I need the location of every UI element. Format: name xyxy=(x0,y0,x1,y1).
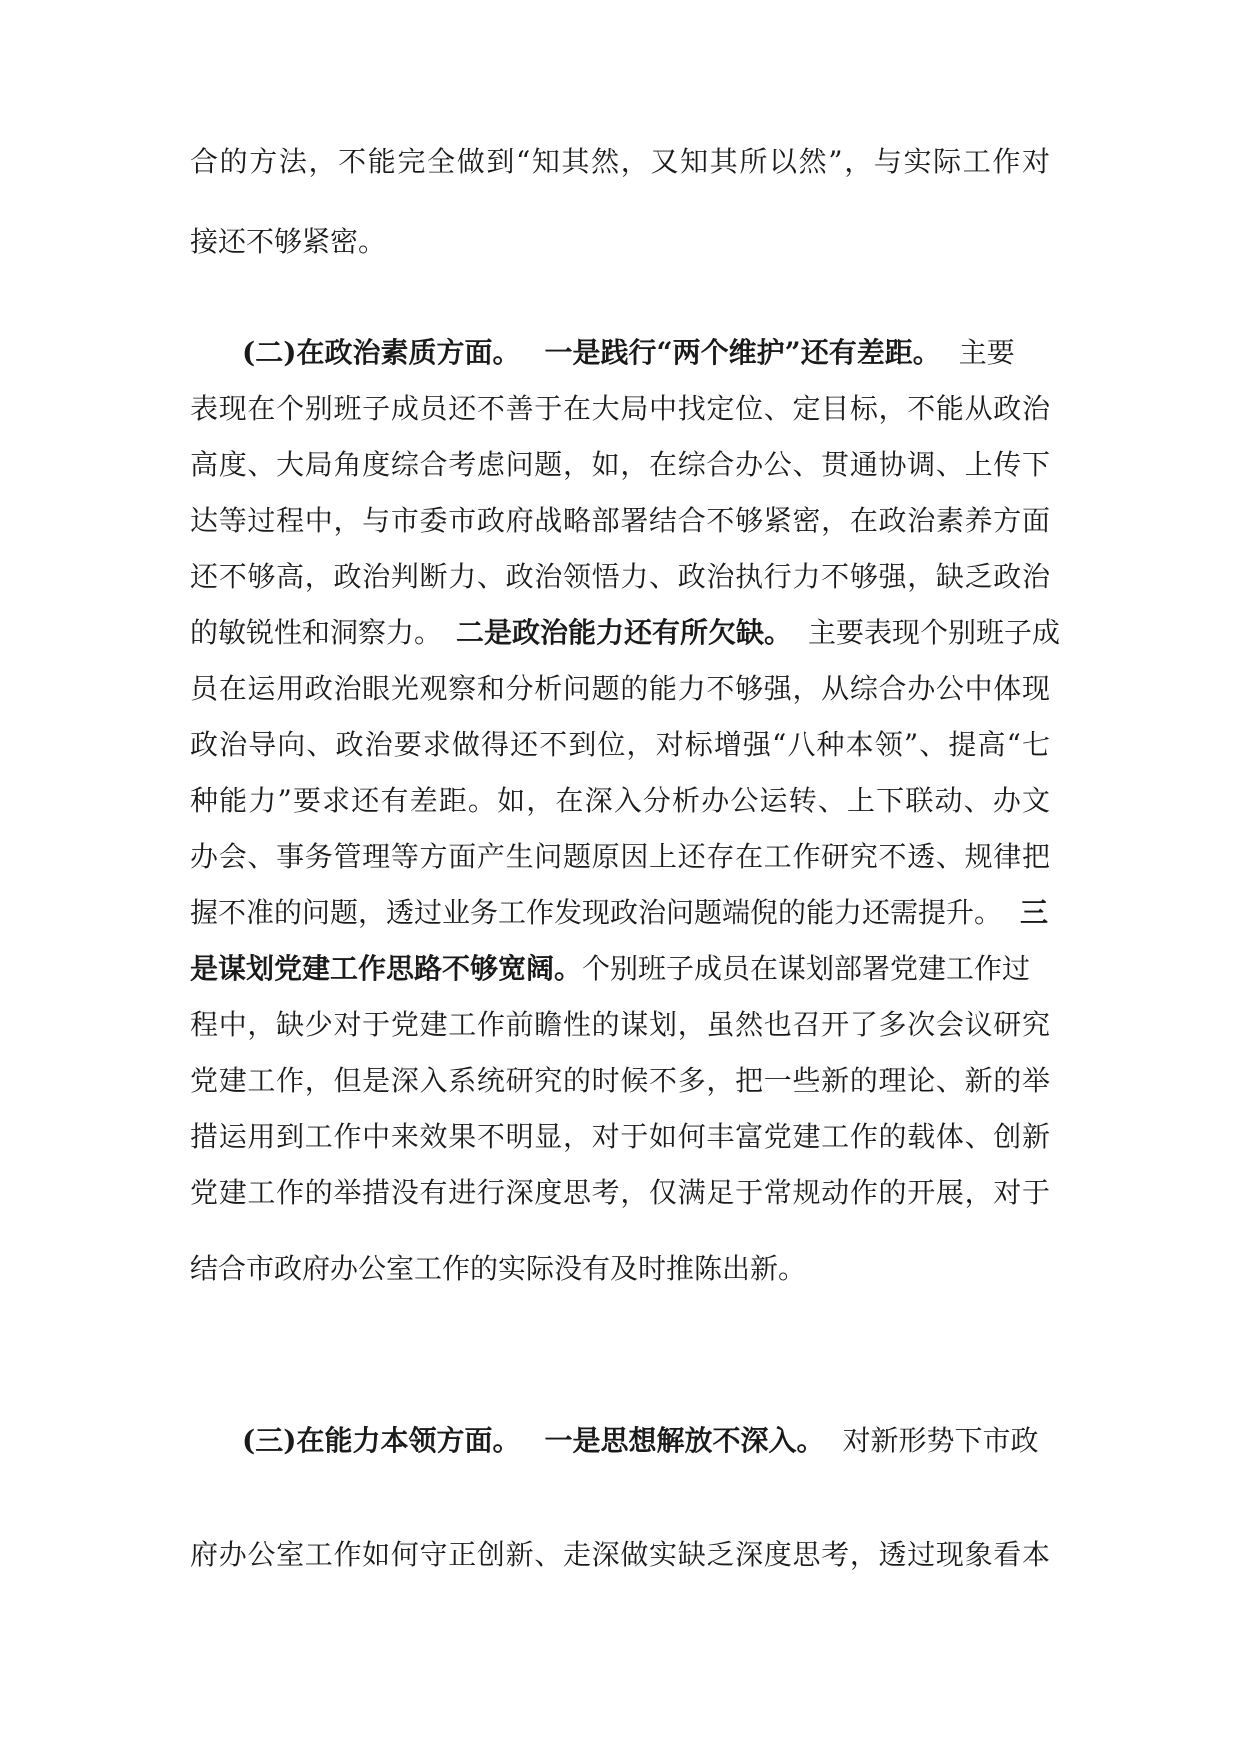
paragraph-line: 府办公室工作如何守正创新、走深做实缺乏深度思考，透过现象看本 xyxy=(190,1538,1050,1571)
section-heading-line xyxy=(190,333,1050,373)
paragraph-line: 程中，缺少对于党建工作前瞻性的谋划，虽然也召开了多次会议研究 xyxy=(190,1008,1050,1041)
key-point-end: 是谋划党建工作思路不够宽阔。 xyxy=(190,952,583,985)
body-text: 对新形势下市政 xyxy=(842,1424,1039,1457)
paragraph-line: 合的方法，不能完全做到“知其然，又知其所以然”，与实际工作对 xyxy=(190,145,1050,178)
key-point-start: 三 xyxy=(1020,896,1049,929)
paragraph-line: 结合市政府办公室工作的实际没有及时推陈出新。 xyxy=(190,1252,807,1285)
paragraph-line: 政治导向、政治要求做得还不到位，对标增强“八种本领”、提高“七 xyxy=(190,728,1050,761)
paragraph-line: 办会、事务管理等方面产生问题原因上还存在工作研究不透、规律把 xyxy=(190,840,1050,873)
body-text: 主要表现个别班子成 xyxy=(808,616,1061,649)
body-text: 握不准的问题，透过业务工作发现政治问题端倪的能力还需提升。 xyxy=(190,896,1003,929)
paragraph-line xyxy=(190,949,1050,989)
paragraph-line: 达等过程中，与市委市政府战略部署结合不够紧密，在政治素养方面 xyxy=(190,504,1050,537)
key-point: 一是思想解放不深入。 xyxy=(544,1424,825,1457)
section-heading: (三)在能力本领方面。 xyxy=(242,1424,521,1457)
section-heading: (二)在政治素质方面。 xyxy=(242,336,521,369)
key-point: 二是政治能力还有所欠缺。 xyxy=(456,616,793,649)
paragraph-line: 还不够高，政治判断力、政治领悟力、政治执行力不够强，缺乏政治 xyxy=(190,560,1050,593)
paragraph-line: 措运用到工作中来效果不明显，对于如何丰富党建工作的载体、创新 xyxy=(190,1120,1050,1153)
paragraph-line: 党建工作的举措没有进行深度思考，仅满足于常规动作的开展，对于 xyxy=(190,1176,1050,1209)
section-heading-line xyxy=(190,1421,1050,1461)
paragraph-line xyxy=(190,893,1050,933)
body-text: 的敏锐性和洞察力。 xyxy=(190,616,443,649)
paragraph-line: 员在运用政治眼光观察和分析问题的能力不够强，从综合办公中体现 xyxy=(190,672,1050,705)
body-text: 主要 xyxy=(958,336,1015,369)
paragraph-line: 接还不够紧密。 xyxy=(190,225,387,258)
body-text: 个别班子成员在谋划部署党建工作过 xyxy=(582,952,1031,985)
paragraph-line: 党建工作，但是深入系统研究的时候不多，把一些新的理论、新的举 xyxy=(190,1064,1050,1097)
key-point: 一是践行“两个维护”还有差距。 xyxy=(544,336,941,369)
paragraph-line: 高度、大局角度综合考虑问题，如，在综合办公、贯通协调、上传下 xyxy=(190,448,1050,481)
paragraph-line: 表现在个别班子成员还不善于在大局中找定位、定目标，不能从政治 xyxy=(190,392,1050,425)
paragraph-line xyxy=(190,613,1061,653)
paragraph-line: 种能力”要求还有差距。如，在深入分析办公运转、上下联动、办文 xyxy=(190,784,1050,817)
